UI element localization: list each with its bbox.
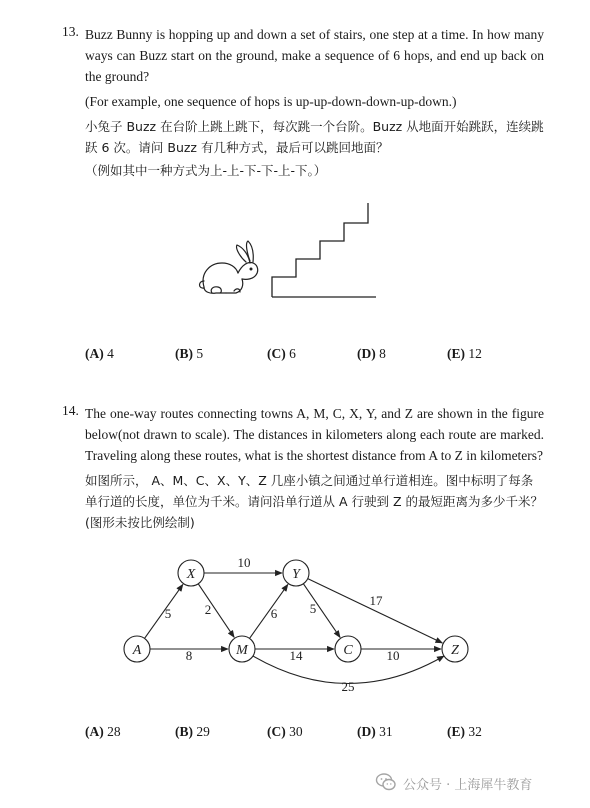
wechat-icon [375,771,397,793]
problem-13-body [85,24,544,181]
problem-13-number: 13. [62,24,79,39]
problem-13-example-en: (For example, one sequence of hops is up-up-down-down-up-down.) [85,94,457,109]
choice-14-c[interactable]: (C) 30 [267,724,303,739]
problem-13-text-zh: 小兔子 Buzz 在台阶上跳上跳下，每次跳一个台阶。Buzz 从地面开始跳跃，连续跳跃 6 次。请问 Buzz 有几种方式，最后可以跳回地面？ [85,119,544,155]
choice-13-d[interactable]: (D) 8 [357,346,386,361]
edge-weight-y-z: 17 [369,593,383,608]
problem-14-body [85,403,544,533]
node-label-y: Y [292,567,300,582]
watermark-text: 公众号 · 上海犀牛教育 [403,778,533,793]
choice-14-e[interactable]: (E) 32 [447,724,482,739]
node-label-x: X [186,567,196,582]
choice-14-a[interactable]: (A) 28 [85,724,121,739]
problem-13 [62,24,544,181]
stairs-outline [272,203,376,297]
edge-x-m [198,584,234,638]
edge-weight-x-m: 2 [204,602,212,617]
choice-13-c[interactable]: (C) 6 [267,346,296,361]
edge-weight-m-z: 25 [341,679,355,694]
choice-13-e[interactable]: (E) 12 [447,346,482,361]
problem-13-choices [85,346,525,366]
edge-y-z [308,579,443,643]
problem-14-number: 14. [62,403,79,418]
edge-weight-m-c: 14 [289,648,303,663]
node-label-m: M [236,643,248,658]
edge-m-y [250,584,288,638]
problem-13-example-zh: （例如其中一种方式为上-上-下-下-上-下。） [85,163,327,178]
edge-weight-a-x: 5 [164,606,172,621]
edge-weight-m-y: 6 [270,606,278,621]
edge-a-x [145,584,183,638]
choice-13-a[interactable]: (A) 4 [85,346,114,361]
edge-weight-y-c: 5 [309,601,317,616]
problem-14 [62,403,544,533]
problem-14-text-en: The one-way routes connecting towns A, M, C, X, Y, and Z are shown in the figure below(not drawn to scale). The distances in kilometers along each route are marked. Traveling along these routes, what is the shortest distance from A to Z in kilometers? [85,406,544,463]
choice-14-b[interactable]: (B) 29 [175,724,210,739]
problem-13-text-en: Buzz Bunny is hopping up and down a set of stairs, one step at a time. In how many ways can Buzz start on the ground, make a sequence of 6 hops, and end up back on the ground? [85,27,544,84]
route-graph-figure [110,552,480,700]
edge-weight-x-y: 10 [237,555,251,570]
choice-13-b[interactable]: (B) 5 [175,346,204,361]
watermark [375,770,580,796]
node-label-z: Z [451,643,459,658]
edge-weight-a-m: 8 [185,648,193,663]
problem-14-choices [85,724,525,744]
edge-weight-c-z: 10 [386,648,400,663]
bunny-stairs-figure [190,195,390,305]
bunny-icon [200,241,258,293]
choice-14-d[interactable]: (D) 31 [357,724,393,739]
problem-14-text-zh: 如图所示， A、M、C、X、Y、Z 几座小镇之间通过单行道相连。图中标明了每条单行道的长度，单位为千米。请问沿单行道从 A 行驶到 Z 的最短距离为多少千米？(图形未按比例绘制) [85,473,544,530]
node-label-c: C [343,643,353,658]
node-label-a: A [132,643,142,658]
